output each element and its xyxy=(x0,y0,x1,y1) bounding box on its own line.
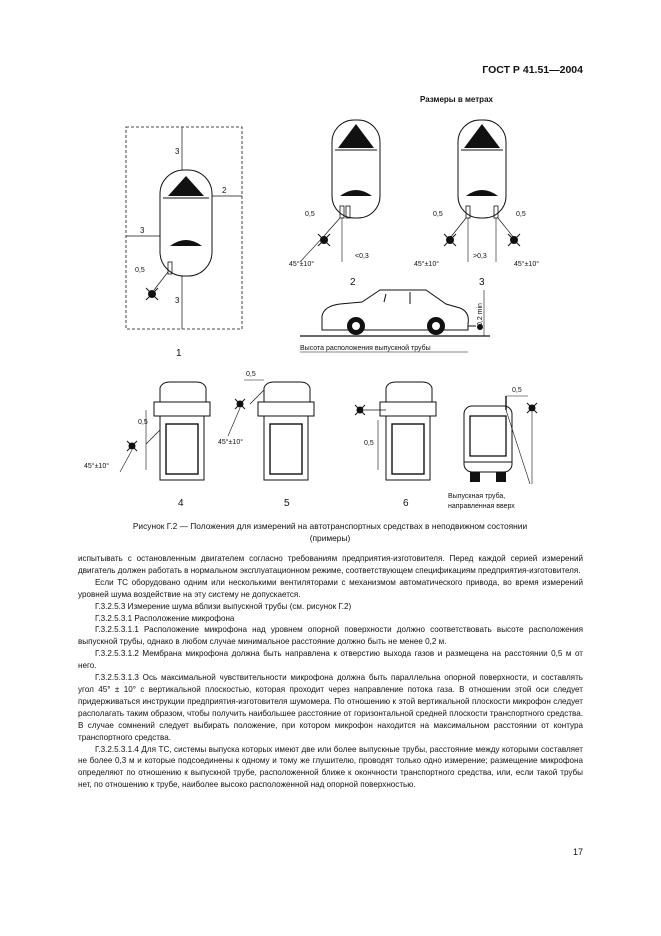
panel-number-5: 5 xyxy=(284,498,290,509)
document-header: ГОСТ Р 41.51—2004 xyxy=(482,64,583,76)
panel-number-1: 1 xyxy=(176,348,182,359)
angle-label: 45°±10° xyxy=(218,439,244,446)
height-label: 0,2 min xyxy=(477,303,484,326)
figure-caption xyxy=(60,520,600,544)
dim-05: 0,5 xyxy=(246,371,256,378)
gt03-label: >0,3 xyxy=(473,253,487,260)
panel-4-diagram xyxy=(84,382,210,509)
paragraph: Г.3.2.5.3.1.1 Расположение микрофона над уровнем опорной поверхности должно соответствовать высоте расположения выпускной трубы, однако в любом случае минимальное расстояние должно быть не менее 0,2 м. xyxy=(78,625,583,647)
body-text xyxy=(78,553,583,791)
angle-label: 45°±10° xyxy=(514,261,540,268)
dim-05: 0,5 xyxy=(305,211,315,218)
lt03-label: <0,3 xyxy=(355,253,369,260)
dim-2: 2 xyxy=(222,186,227,195)
angle-label: 45°±10° xyxy=(414,261,440,268)
dim-3-bottom: 3 xyxy=(175,296,180,305)
page-number: 17 xyxy=(572,847,583,857)
paragraph: Г.3.2.5.3.1.4 Для ТС, системы выпуска которых имеют две или более выпускные трубы, расстояние между которыми составляет не более 0,3 м и которые подсоединены к одному и тому же глушителю, проводят только одно измерение; размещение микрофона определяют по отношению к выпускной трубе, расположенной ближе к окончности транспортного средства, или, если такой трубы нет, по отношению к трубе, наиболее высоко расположенной над опорной поверхностью. xyxy=(78,744,583,790)
paragraph: Г.3.2.5.3.1 Расположение микрофона xyxy=(95,613,235,623)
dim-05: 0,5 xyxy=(364,440,374,447)
panel-6-diagram xyxy=(355,382,436,509)
dim-05: 0,5 xyxy=(135,267,145,274)
panel-number-3: 3 xyxy=(479,277,485,288)
caption-line-2: (примеры) xyxy=(309,533,351,543)
side-view-car xyxy=(300,290,490,352)
panel-2-diagram xyxy=(289,120,380,288)
dim-05: 0,5 xyxy=(433,211,443,218)
exhaust-height-label: Высота расположения выпускной трубы xyxy=(300,345,431,352)
paragraph: Г.3.2.5.3.1.2 Мембрана микрофона должна быть направлена к отверстию выхода газов и размещена на расстоянии 0,5 м от него. xyxy=(78,649,583,671)
dim-05: 0,5 xyxy=(516,211,526,218)
panel-5-diagram xyxy=(218,371,314,509)
units-note: Размеры в метрах xyxy=(420,95,493,104)
panel-number-6: 6 xyxy=(403,498,409,509)
dim-05: 0,5 xyxy=(512,387,522,394)
panel-number-4: 4 xyxy=(178,498,184,509)
paragraph: испытывать с остановленным двигателем согласно требованиям предприятия-изготовителя. Перед каждой серией измерений двигатель должен работать в нормальном эксплуатационном режиме, соответствующем спецификациям предприятия-изготовителя. xyxy=(78,554,583,575)
angle-label: 45°±10° xyxy=(289,261,315,268)
paragraph: Если ТС оборудовано одним или несколькими вентиляторами с механизмом автоматического привода, во время измерений уровней шума воздействие на эту систему не допускается. xyxy=(78,577,583,599)
panel-number-2: 2 xyxy=(350,277,356,288)
dim-3-left: 3 xyxy=(140,226,145,235)
paragraph: Г.3.2.5.3.1.3 Ось максимальной чувствительности микрофона должна быть параллельна опорной поверхности, и составлять угол 45° ± 10° с вертикальной плоскостью, которая проходит через направление потока газа. В отношении этой оси следует придерживаться инструкции предприятия-изготовителя шумомера. По отношению к этой вертикальной плоскости микрофон следует располагать таким образом, чтобы получить наибольшее расстояние от горизонтальной средней плоскости транспортного средства. В случае сомнений следует выбирать положение, при котором микрофон находится на максимальном расстоянии от контура транспортного средства. xyxy=(78,673,583,742)
panel-7-diagram xyxy=(448,387,537,510)
dim-05: 0,5 xyxy=(138,419,148,426)
exhaust-pipe-label-1: Выпускная труба, xyxy=(448,493,506,500)
panel-3-diagram xyxy=(414,120,539,288)
paragraph: Г.3.2.5.3 Измерение шума вблизи выпускной трубы (см. рисунок Г.2) xyxy=(95,601,352,611)
panel-1-diagram xyxy=(126,127,242,359)
caption-line-1: Рисунок Г.2 — Положения для измерений на автотранспортных средствах в неподвижном состоянии xyxy=(132,521,528,531)
exhaust-pipe-label-2: направленная вверх xyxy=(448,503,515,510)
angle-label: 45°±10° xyxy=(84,463,110,470)
dim-3-top: 3 xyxy=(175,147,180,156)
